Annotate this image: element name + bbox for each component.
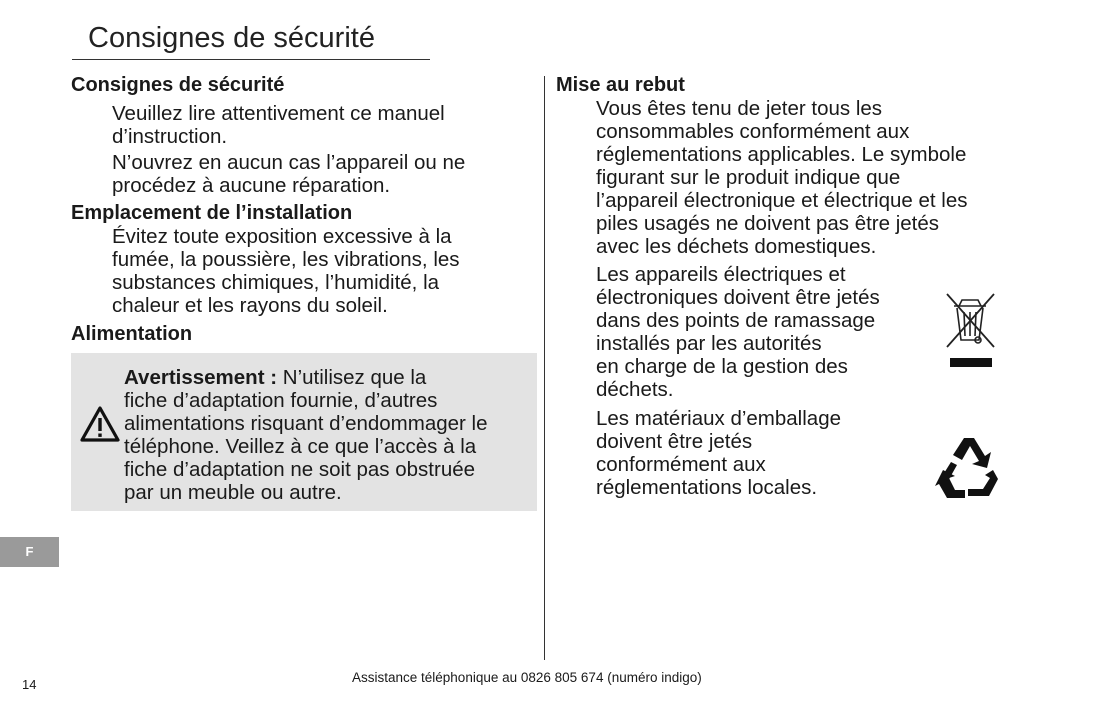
text-line: alimentations risquant d’endommager le <box>124 412 488 435</box>
disposal-paragraph-1 <box>596 97 968 258</box>
text-line: Les matériaux d’emballage <box>596 407 841 430</box>
text-line: Vous êtes tenu de jeter tous les <box>596 97 883 120</box>
disposal-paragraph-3 <box>596 407 841 499</box>
text-line: procédez à aucune réparation. <box>112 174 391 197</box>
text-line: dans des points de ramassage <box>596 309 876 332</box>
safety-paragraph-2 <box>112 151 465 197</box>
text-line: fiche d’adaptation fournie, d’autres <box>124 389 438 412</box>
text-line: doivent être jetés <box>596 430 753 453</box>
text-line: N’ouvrez en aucun cas l’appareil ou ne <box>112 151 466 174</box>
recycle-icon <box>935 434 1003 502</box>
text-line: par un meuble ou autre. <box>124 481 342 504</box>
text-line: piles usagés ne doivent pas être jetés <box>596 212 940 235</box>
warning-first-line: N’utilisez que la <box>277 366 427 389</box>
text-line: réglementations applicables. Le symbole <box>596 143 967 166</box>
text-line: réglementations locales. <box>596 476 818 499</box>
text-line: consommables conformément aux <box>596 120 910 143</box>
text-line: téléphone. Veillez à ce que l’accès à la <box>124 435 477 458</box>
installation-paragraph <box>112 225 460 317</box>
warning-text <box>124 366 536 504</box>
text-line: avec les déchets domestiques. <box>596 235 877 258</box>
safety-paragraph-1 <box>112 102 445 148</box>
language-tab: F <box>0 537 59 567</box>
warning-label: Avertissement : <box>124 366 278 389</box>
support-footer: Assistance téléphonique au 0826 805 674 (numéro indigo) <box>352 670 702 685</box>
safety-heading: Consignes de sécurité <box>71 74 285 96</box>
text-line: Évitez toute exposition excessive à la <box>112 225 452 248</box>
text-line: conformément aux <box>596 453 766 476</box>
page-title: Consignes de sécurité <box>88 22 375 54</box>
text-line: électroniques doivent être jetés <box>596 286 880 309</box>
text-line: installés par les autorités <box>596 332 822 355</box>
text-line: fiche d’adaptation ne soit pas obstruée <box>124 458 476 481</box>
power-heading: Alimentation <box>71 323 193 345</box>
page-number: 14 <box>22 677 37 692</box>
weee-bin-icon <box>942 290 998 370</box>
installation-heading: Emplacement de l’installation <box>71 202 353 224</box>
disposal-heading: Mise au rebut <box>556 74 685 96</box>
text-line: déchets. <box>596 378 674 401</box>
column-divider <box>544 76 545 660</box>
title-underline <box>72 59 430 60</box>
text-line: d’instruction. <box>112 125 228 148</box>
text-line: substances chimiques, l’humidité, la <box>112 271 440 294</box>
text-line: figurant sur le produit indique que <box>596 166 901 189</box>
text-line: chaleur et les rayons du soleil. <box>112 294 388 317</box>
text-line: en charge de la gestion des <box>596 355 848 378</box>
text-line: Veuillez lire attentivement ce manuel <box>112 102 445 125</box>
text-line: fumée, la poussière, les vibrations, les <box>112 248 460 271</box>
text-line: Les appareils électriques et <box>596 263 846 286</box>
disposal-paragraph-2 <box>596 263 880 401</box>
text-line: l’appareil électronique et électrique et les <box>596 189 968 212</box>
warning-triangle-icon <box>80 406 120 442</box>
